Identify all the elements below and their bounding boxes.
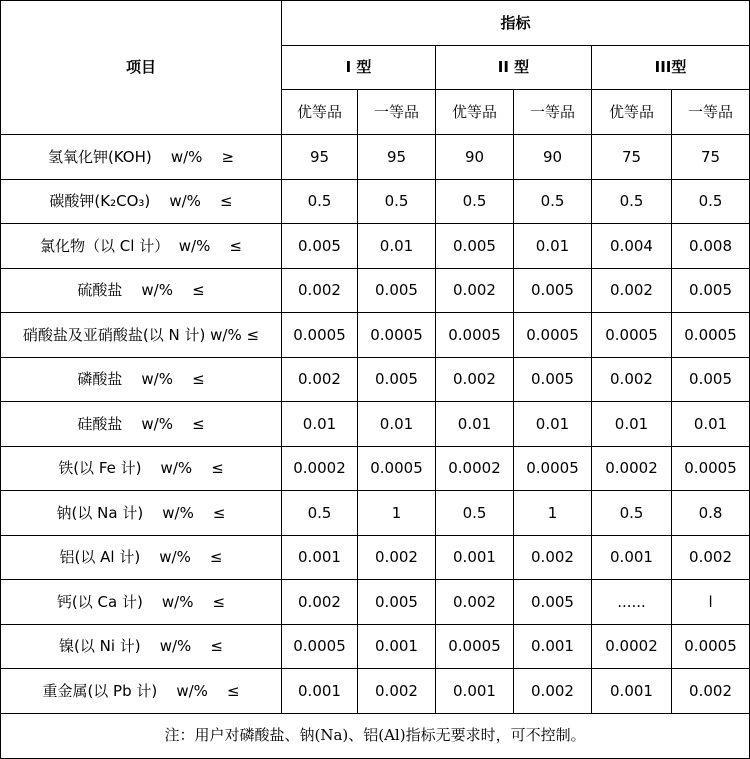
value-cell: 0.002	[592, 357, 672, 402]
value-cell: 0.002	[672, 535, 750, 580]
value-cell: 0.001	[436, 669, 514, 714]
value-cell: 0.0005	[672, 624, 750, 669]
value-cell: 0.002	[282, 268, 358, 313]
value-cell: ......	[592, 580, 672, 625]
table-row	[1, 135, 750, 180]
value-cell: 0.0005	[672, 446, 750, 491]
value-cell: 90	[436, 135, 514, 180]
row-label: 钙(以 Ca 计) w/% ≤	[1, 580, 282, 625]
value-cell: 0.01	[672, 402, 750, 447]
value-cell: 0.005	[514, 580, 592, 625]
value-cell: 0.01	[358, 402, 436, 447]
row-label: 硝酸盐及亚硝酸盐(以 N 计) w/% ≤	[1, 313, 282, 358]
row-label: 硅酸盐 w/% ≤	[1, 402, 282, 447]
table-note: 注：用户对磷酸盐、钠(Na)、铝(Al)指标无要求时，可不控制。	[1, 713, 750, 758]
value-cell: 0.005	[358, 580, 436, 625]
value-cell: 0.0005	[358, 313, 436, 358]
value-cell: 0.0002	[282, 446, 358, 491]
value-cell: 0.001	[358, 624, 436, 669]
value-cell: 0.002	[358, 535, 436, 580]
row-label: 磷酸盐 w/% ≤	[1, 357, 282, 402]
grade-header: 一等品	[514, 90, 592, 135]
value-cell: 0.001	[282, 669, 358, 714]
value-cell: 0.005	[282, 224, 358, 269]
table-row	[1, 224, 750, 269]
type-header: III型	[592, 46, 750, 90]
value-cell: 0.002	[358, 669, 436, 714]
grade-header: 优等品	[282, 90, 358, 135]
row-label: 镍(以 Ni 计) w/% ≤	[1, 624, 282, 669]
value-cell: 0.002	[436, 357, 514, 402]
value-cell: 0.5	[358, 179, 436, 224]
value-cell: 0.01	[436, 402, 514, 447]
value-cell: 0.0005	[672, 313, 750, 358]
table-row	[1, 624, 750, 669]
table-row	[1, 268, 750, 313]
header-row-indicator	[1, 1, 750, 46]
value-cell: 0.0005	[436, 313, 514, 358]
value-cell: l	[672, 580, 750, 625]
grade-header: 优等品	[436, 90, 514, 135]
value-cell: 0.001	[514, 624, 592, 669]
value-cell: 0.0002	[436, 446, 514, 491]
row-label: 硫酸盐 w/% ≤	[1, 268, 282, 313]
value-cell: 95	[282, 135, 358, 180]
value-cell: 0.01	[358, 224, 436, 269]
value-cell: 0.001	[282, 535, 358, 580]
value-cell: 0.8	[672, 491, 750, 536]
value-cell: 0.5	[592, 491, 672, 536]
value-cell: 0.5	[592, 179, 672, 224]
value-cell: 0.005	[358, 268, 436, 313]
value-cell: 0.002	[514, 669, 592, 714]
value-cell: 0.001	[592, 535, 672, 580]
value-cell: 0.01	[282, 402, 358, 447]
value-cell: 0.0005	[592, 313, 672, 358]
value-cell: 0.0005	[514, 446, 592, 491]
table-row	[1, 446, 750, 491]
value-cell: 0.0005	[358, 446, 436, 491]
value-cell: 1	[358, 491, 436, 536]
value-cell: 95	[358, 135, 436, 180]
value-cell: 0.0005	[282, 313, 358, 358]
value-cell: 0.5	[282, 179, 358, 224]
value-cell: 1	[514, 491, 592, 536]
value-cell: 0.01	[514, 402, 592, 447]
indicator-header: 指标	[282, 1, 750, 46]
value-cell: 0.002	[436, 580, 514, 625]
note-row	[1, 713, 750, 758]
value-cell: 0.005	[514, 268, 592, 313]
table-row	[1, 357, 750, 402]
value-cell: 0.005	[514, 357, 592, 402]
value-cell: 0.001	[592, 669, 672, 714]
table-row	[1, 313, 750, 358]
table-row	[1, 669, 750, 714]
value-cell: 75	[672, 135, 750, 180]
value-cell: 0.005	[436, 224, 514, 269]
item-header: 项目	[1, 1, 282, 135]
table-row	[1, 535, 750, 580]
value-cell: 0.5	[436, 491, 514, 536]
value-cell: 0.005	[672, 357, 750, 402]
value-cell: 0.5	[514, 179, 592, 224]
value-cell: 0.001	[436, 535, 514, 580]
grade-header: 一等品	[358, 90, 436, 135]
value-cell: 0.0002	[592, 446, 672, 491]
value-cell: 0.0002	[592, 624, 672, 669]
value-cell: 0.5	[672, 179, 750, 224]
table-row	[1, 491, 750, 536]
value-cell: 0.0005	[282, 624, 358, 669]
value-cell: 0.005	[672, 268, 750, 313]
value-cell: 0.002	[592, 268, 672, 313]
value-cell: 0.5	[282, 491, 358, 536]
value-cell: 0.002	[514, 535, 592, 580]
value-cell: 0.002	[672, 669, 750, 714]
grade-header: 一等品	[672, 90, 750, 135]
row-label: 铝(以 Al 计) w/% ≤	[1, 535, 282, 580]
value-cell: 75	[592, 135, 672, 180]
value-cell: 0.5	[436, 179, 514, 224]
table-row	[1, 580, 750, 625]
value-cell: 0.005	[358, 357, 436, 402]
table-row	[1, 402, 750, 447]
value-cell: 0.0005	[514, 313, 592, 358]
value-cell: 0.002	[436, 268, 514, 313]
row-label: 碳酸钾(K₂CO₃) w/% ≤	[1, 179, 282, 224]
value-cell: 0.0005	[436, 624, 514, 669]
value-cell: 90	[514, 135, 592, 180]
type-header: I 型	[282, 46, 436, 90]
value-cell: 0.01	[514, 224, 592, 269]
table-row	[1, 179, 750, 224]
value-cell: 0.004	[592, 224, 672, 269]
row-label: 钠(以 Na 计) w/% ≤	[1, 491, 282, 536]
type-header: II 型	[436, 46, 592, 90]
value-cell: 0.01	[592, 402, 672, 447]
value-cell: 0.002	[282, 357, 358, 402]
row-label: 铁(以 Fe 计) w/% ≤	[1, 446, 282, 491]
value-cell: 0.008	[672, 224, 750, 269]
grade-header: 优等品	[592, 90, 672, 135]
value-cell: 0.002	[282, 580, 358, 625]
row-label: 重金属(以 Pb 计) w/% ≤	[1, 669, 282, 714]
row-label: 氢氧化钾(KOH) w/% ≥	[1, 135, 282, 180]
row-label: 氯化物（以 Cl 计） w/% ≤	[1, 224, 282, 269]
